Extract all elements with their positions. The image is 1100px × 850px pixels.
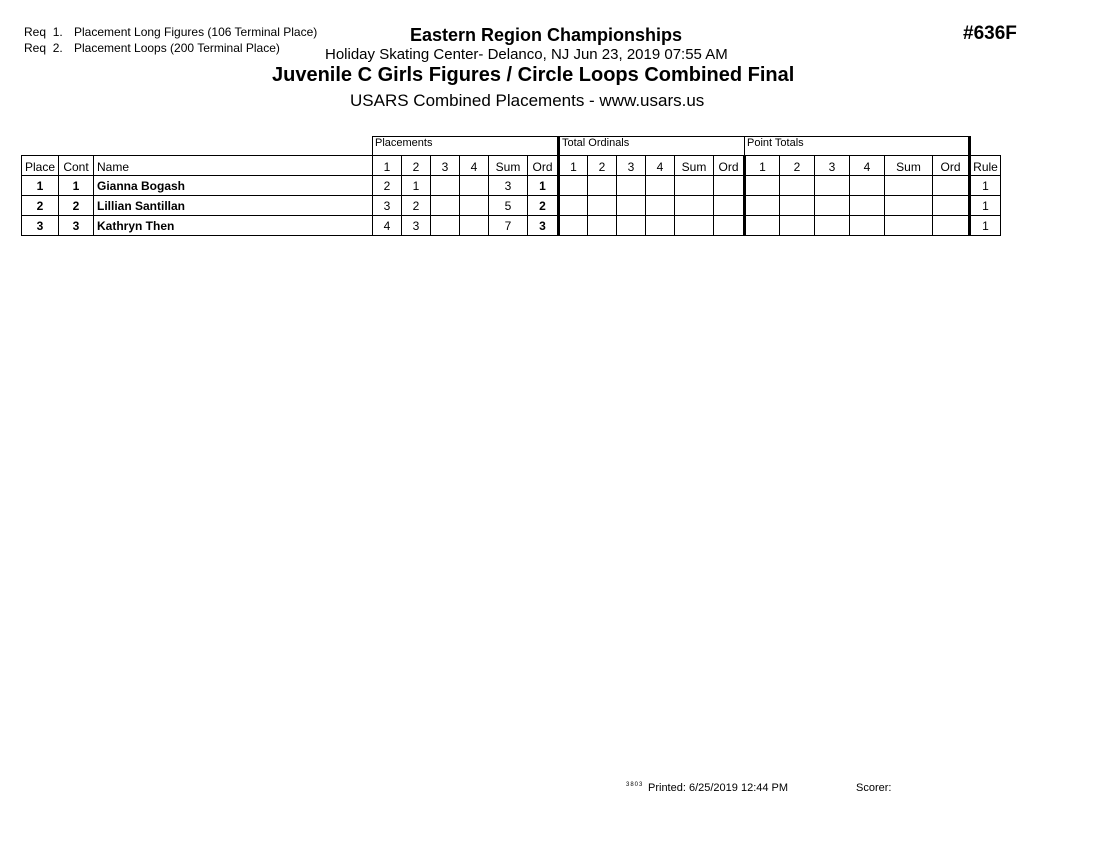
group-total-ordinals: Total Ordinals [559, 137, 745, 156]
rule-cell: 1 [970, 216, 1001, 236]
placement-2-cell: 1 [402, 176, 431, 196]
col-ordinals-4: 4 [646, 156, 675, 176]
empty-cell [780, 216, 815, 236]
placement-sum-cell: 7 [489, 216, 528, 236]
col-placements-1: 1 [373, 156, 402, 176]
empty-cell [780, 176, 815, 196]
col-placements-4: 4 [460, 156, 489, 176]
placement-4-cell [460, 196, 489, 216]
empty-cell [559, 196, 588, 216]
empty-cell [559, 216, 588, 236]
empty-cell [714, 216, 745, 236]
group-point-totals: Point Totals [745, 137, 970, 156]
empty-cell [745, 176, 780, 196]
placement-1-cell: 3 [373, 196, 402, 216]
col-points-3: 3 [815, 156, 850, 176]
results-table [21, 136, 1001, 236]
group-header-row [22, 137, 1001, 156]
placement-1-cell: 4 [373, 216, 402, 236]
table-row [22, 216, 1001, 236]
cont-cell: 2 [59, 196, 94, 216]
table-row [22, 176, 1001, 196]
empty-cell [714, 176, 745, 196]
placement-4-cell [460, 176, 489, 196]
placement-ord-cell: 1 [528, 176, 559, 196]
empty-cell [815, 216, 850, 236]
empty-cell [933, 196, 970, 216]
cont-cell: 3 [59, 216, 94, 236]
placement-1-cell: 2 [373, 176, 402, 196]
empty-cell [617, 196, 646, 216]
printed-timestamp: Printed: 6/25/2019 12:44 PM [648, 782, 789, 794]
empty-cell [815, 176, 850, 196]
empty-cell [780, 196, 815, 216]
placement-2-cell: 3 [402, 216, 431, 236]
placement-ord-cell: 3 [528, 216, 559, 236]
empty-cell [885, 176, 933, 196]
event-title: Eastern Region Championships [410, 25, 683, 45]
empty-cell [745, 196, 780, 216]
col-name: Name [94, 156, 373, 176]
empty-cell [850, 196, 885, 216]
column-header-row [22, 156, 1001, 176]
empty-cell [588, 196, 617, 216]
col-points-sum: Sum [885, 156, 933, 176]
col-ordinals-ord: Ord [714, 156, 745, 176]
table-row [22, 196, 1001, 216]
col-points-ord: Ord [933, 156, 970, 176]
placement-3-cell [431, 216, 460, 236]
col-ordinals-1: 1 [559, 156, 588, 176]
empty-cell [559, 176, 588, 196]
rule-cell: 1 [970, 176, 1001, 196]
placement-2-cell: 2 [402, 196, 431, 216]
col-ordinals-2: 2 [588, 156, 617, 176]
col-ordinals-sum: Sum [675, 156, 714, 176]
col-placements-ord: Ord [528, 156, 559, 176]
page-subtitle: USARS Combined Placements - www.usars.us [350, 91, 705, 110]
col-placements-sum: Sum [489, 156, 528, 176]
empty-cell [675, 216, 714, 236]
empty-cell [745, 216, 780, 236]
placement-sum-cell: 3 [489, 176, 528, 196]
empty-cell [885, 196, 933, 216]
placement-ord-cell: 2 [528, 196, 559, 216]
col-placements-3: 3 [431, 156, 460, 176]
empty-cell [617, 216, 646, 236]
empty-cell [933, 176, 970, 196]
competition-title: Juvenile C Girls Figures / Circle Loops Combined Final [272, 64, 795, 86]
location-line: Holiday Skating Center- Delanco, NJ Jun 23, 2019 07:55 AM [325, 46, 728, 63]
event-number: #636F [963, 23, 1017, 44]
col-rule: Rule [970, 156, 1001, 176]
empty-cell [675, 196, 714, 216]
col-points-1: 1 [745, 156, 780, 176]
placement-3-cell [431, 176, 460, 196]
col-ordinals-3: 3 [617, 156, 646, 176]
place-cell: 2 [22, 196, 59, 216]
skater-name-cell: Kathryn Then [94, 216, 373, 236]
empty-cell [933, 216, 970, 236]
empty-cell [588, 176, 617, 196]
footer-code: 3803 [626, 782, 644, 788]
col-cont: Cont [59, 156, 94, 176]
empty-cell [617, 176, 646, 196]
place-cell: 3 [22, 216, 59, 236]
col-points-4: 4 [850, 156, 885, 176]
empty-cell [588, 216, 617, 236]
requirement-2: Req 2. Placement Loops (200 Terminal Place) [24, 41, 280, 55]
empty-cell [850, 176, 885, 196]
empty-cell [675, 176, 714, 196]
col-place: Place [22, 156, 59, 176]
cont-cell: 1 [59, 176, 94, 196]
placement-3-cell [431, 196, 460, 216]
skater-name-cell: Lillian Santillan [94, 196, 373, 216]
placement-4-cell [460, 216, 489, 236]
empty-cell [815, 196, 850, 216]
placement-sum-cell: 5 [489, 196, 528, 216]
skater-name-cell: Gianna Bogash [94, 176, 373, 196]
place-cell: 1 [22, 176, 59, 196]
requirement-1: Req 1. Placement Long Figures (106 Terminal Place) [24, 25, 318, 39]
rule-cell: 1 [970, 196, 1001, 216]
empty-cell [646, 196, 675, 216]
group-placements: Placements [373, 137, 559, 156]
col-placements-2: 2 [402, 156, 431, 176]
empty-cell [885, 216, 933, 236]
empty-cell [646, 176, 675, 196]
empty-cell [646, 216, 675, 236]
empty-cell [714, 196, 745, 216]
scorer-label: Scorer: [856, 782, 892, 794]
empty-cell [850, 216, 885, 236]
col-points-2: 2 [780, 156, 815, 176]
